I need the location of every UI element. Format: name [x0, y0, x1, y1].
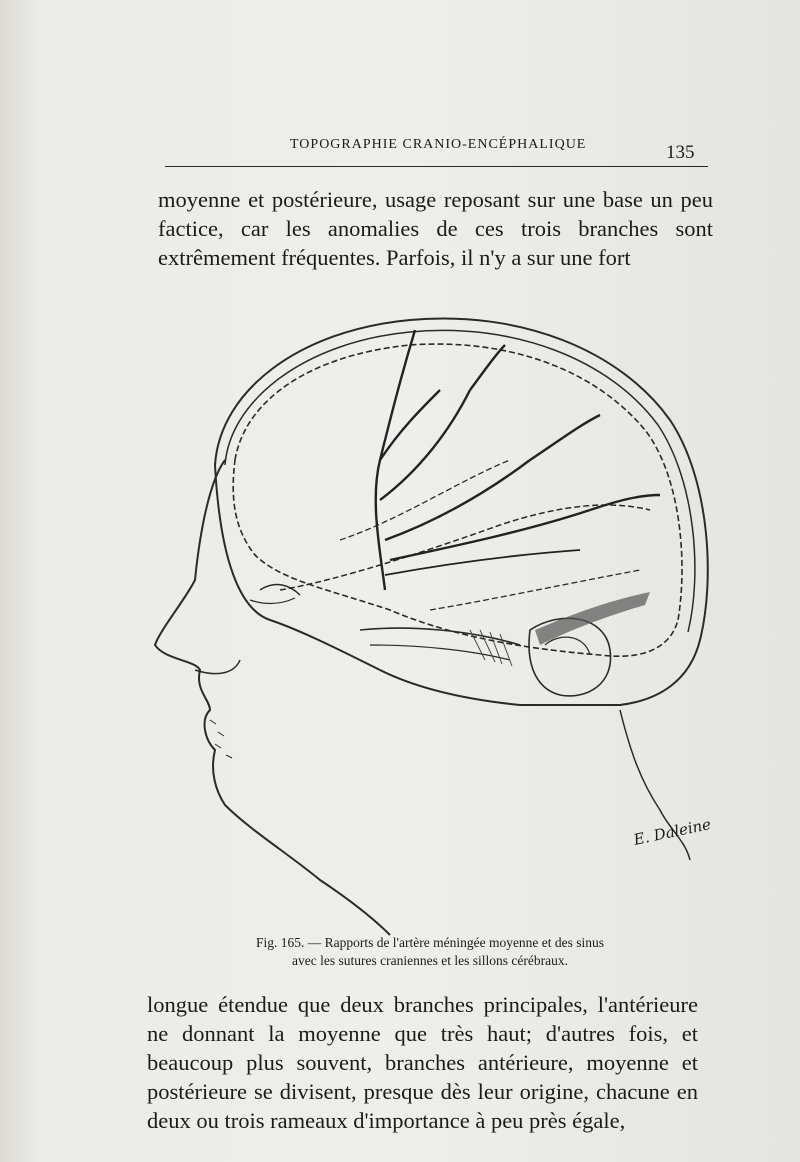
body-paragraph-top: moyenne et postérieure, usage reposant sur une base un peu factice, car les anomalies de ces trois branches sont extrêmement fréquentes. Parfois, il n'y a sur une fort — [158, 187, 713, 270]
sinus-shading — [535, 592, 650, 645]
caption-line-2: avec les sutures craniennes et les sillons cérébraux. — [292, 953, 568, 968]
page-number: 135 — [666, 142, 695, 163]
artist-signature: E. Daleine — [631, 815, 713, 849]
running-head: TOPOGRAPHIE CRANIO-ENCÉPHALIQUE — [290, 137, 587, 152]
figure-caption — [195, 934, 665, 970]
caption-line-1: Fig. 165. — Rapports de l'artère méningée moyenne et des sinus — [255, 935, 605, 950]
skull-outline — [215, 318, 708, 705]
body-paragraph-bottom: longue étendue que deux branches principales, l'antérieure ne donnant la moyenne que très haut; d'autres fois, et beaucoup plus souvent, branches antérieure, moyenne et postérieure se divisent, presque dès leur origine, chacune en deux ou trois rameaux d'importance à peu près égale, — [147, 992, 698, 1133]
face-profile — [155, 460, 390, 935]
header-rule — [165, 166, 708, 167]
